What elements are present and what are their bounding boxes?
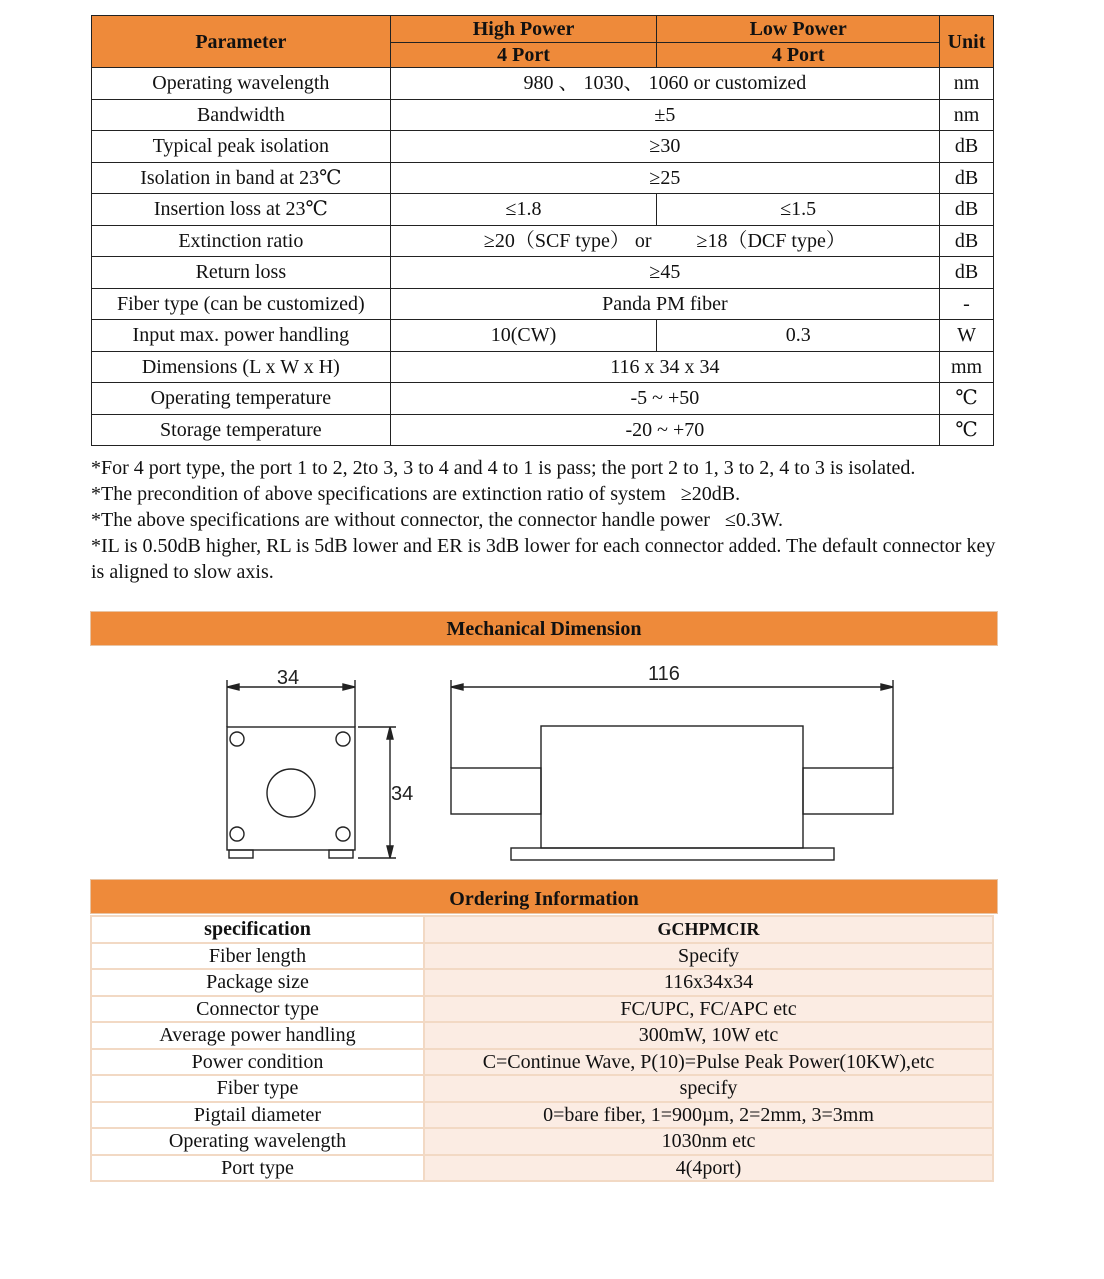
ordering-table: [90, 915, 994, 1182]
value-cell: ±5: [390, 99, 939, 131]
ordering-row: [91, 943, 993, 970]
param-cell: Typical peak isolation: [92, 131, 391, 163]
spec-row: [92, 383, 994, 415]
notes: [91, 455, 996, 585]
value-cell: ≥45: [390, 257, 939, 289]
spec-row: [92, 351, 994, 383]
ordering-row: [91, 969, 993, 996]
note: *For 4 port type, the port 1 to 2, 2to 3, 3 to 4 and 4 to 1 is pass; the port 2 to 1, 3 to 2, 4 to 3 is isolated.: [91, 457, 916, 479]
param-cell: Insertion loss at 23℃: [92, 194, 391, 226]
mechanical-drawing: [0, 650, 1104, 875]
param-cell: Return loss: [92, 257, 391, 289]
ordering-value: 116x34x34: [424, 969, 993, 996]
spec-table: [91, 15, 994, 446]
unit-cell: ℃: [940, 383, 994, 415]
ordering-value: FC/UPC, FC/APC etc: [424, 996, 993, 1023]
ordering-key: Port type: [91, 1155, 424, 1182]
ordering-row: [91, 1022, 993, 1049]
spec-row: [92, 99, 994, 131]
ordering-header-row: [91, 916, 993, 943]
note: *The above specifications are without connector, the connector handle power ≤0.3W.: [91, 509, 783, 531]
header-high-power: High Power: [390, 16, 657, 43]
ordering-value-header: GCHPMCIR: [424, 916, 993, 943]
ordering-key: Power condition: [91, 1049, 424, 1076]
param-cell: Fiber type (can be customized): [92, 288, 391, 320]
param-cell: Dimensions (L x W x H): [92, 351, 391, 383]
value-cell: ≥30: [390, 131, 939, 163]
param-cell: Bandwidth: [92, 99, 391, 131]
ordering-row: [91, 1102, 993, 1129]
spec-row: [92, 68, 994, 100]
low-value-cell: ≤1.5: [657, 194, 940, 226]
param-cell: Isolation in band at 23℃: [92, 162, 391, 194]
unit-cell: dB: [940, 162, 994, 194]
ordering-key: Package size: [91, 969, 424, 996]
unit-cell: dB: [940, 225, 994, 257]
note: *The precondition of above specifications are extinction ratio of system ≥20dB.: [91, 483, 741, 505]
high-value-cell: ≤1.8: [390, 194, 657, 226]
param-cell: Operating wavelength: [92, 68, 391, 100]
ordering-value: 1030nm etc: [424, 1128, 993, 1155]
value-cell: 980 、 1030、 1060 or customized: [390, 68, 939, 100]
ordering-row: [91, 1075, 993, 1102]
ordering-value: Specify: [424, 943, 993, 970]
ordering-row: [91, 1128, 993, 1155]
spec-row: [92, 320, 994, 352]
unit-cell: nm: [940, 68, 994, 100]
unit-cell: ℃: [940, 414, 994, 446]
ordering-key: Pigtail diameter: [91, 1102, 424, 1129]
spec-row: [92, 257, 994, 289]
value-cell: ≥25: [390, 162, 939, 194]
ordering-row: [91, 1049, 993, 1076]
front-view: [227, 680, 396, 858]
spec-row: [92, 288, 994, 320]
unit-cell: nm: [940, 99, 994, 131]
spec-header-row: [92, 16, 994, 43]
spec-row: [92, 414, 994, 446]
value-cell: ≥20（SCF type） or ≥18（DCF type）: [390, 225, 939, 257]
length-dimension-label: 116: [648, 663, 680, 685]
param-cell: Storage temperature: [92, 414, 391, 446]
spec-row: [92, 194, 994, 226]
low-value-cell: 0.3: [657, 320, 940, 352]
ordering-key-header: specification: [91, 916, 424, 943]
header-high-port: 4 Port: [390, 43, 657, 68]
unit-cell: mm: [940, 351, 994, 383]
param-cell: Extinction ratio: [92, 225, 391, 257]
side-view: [451, 680, 893, 860]
param-cell: Input max. power handling: [92, 320, 391, 352]
header-low-power: Low Power: [657, 16, 940, 43]
ordering-value: 300mW, 10W etc: [424, 1022, 993, 1049]
ordering-key: Fiber type: [91, 1075, 424, 1102]
value-cell: -5 ~ +50: [390, 383, 939, 415]
unit-cell: dB: [940, 131, 994, 163]
note: *IL is 0.50dB higher, RL is 5dB lower and ER is 3dB lower for each connector added. The default connector key is aligned to slow axis.: [91, 535, 996, 583]
spec-row: [92, 162, 994, 194]
value-cell: Panda PM fiber: [390, 288, 939, 320]
ordering-row: [91, 1155, 993, 1182]
header-parameter: Parameter: [92, 16, 391, 68]
param-cell: Operating temperature: [92, 383, 391, 415]
header-low-port: 4 Port: [657, 43, 940, 68]
ordering-value: 4(4port): [424, 1155, 993, 1182]
ordering-information-header: Ordering Information: [90, 879, 998, 914]
ordering-value: 0=bare fiber, 1=900µm, 2=2mm, 3=3mm: [424, 1102, 993, 1129]
ordering-value: C=Continue Wave, P(10)=Pulse Peak Power(10KW),etc: [424, 1049, 993, 1076]
value-cell: 116 x 34 x 34: [390, 351, 939, 383]
header-unit: Unit: [940, 16, 994, 68]
unit-cell: -: [940, 288, 994, 320]
ordering-key: Connector type: [91, 996, 424, 1023]
spec-row: [92, 225, 994, 257]
ordering-key: Fiber length: [91, 943, 424, 970]
spec-row: [92, 131, 994, 163]
ordering-key: Average power handling: [91, 1022, 424, 1049]
ordering-value: specify: [424, 1075, 993, 1102]
mechanical-dimension-header: Mechanical Dimension: [90, 611, 998, 646]
value-cell: -20 ~ +70: [390, 414, 939, 446]
unit-cell: W: [940, 320, 994, 352]
width-dimension-label: 34: [276, 667, 300, 689]
unit-cell: dB: [940, 257, 994, 289]
ordering-key: Operating wavelength: [91, 1128, 424, 1155]
high-value-cell: 10(CW): [390, 320, 657, 352]
height-dimension-label: 34: [391, 783, 414, 805]
unit-cell: dB: [940, 194, 994, 226]
ordering-row: [91, 996, 993, 1023]
